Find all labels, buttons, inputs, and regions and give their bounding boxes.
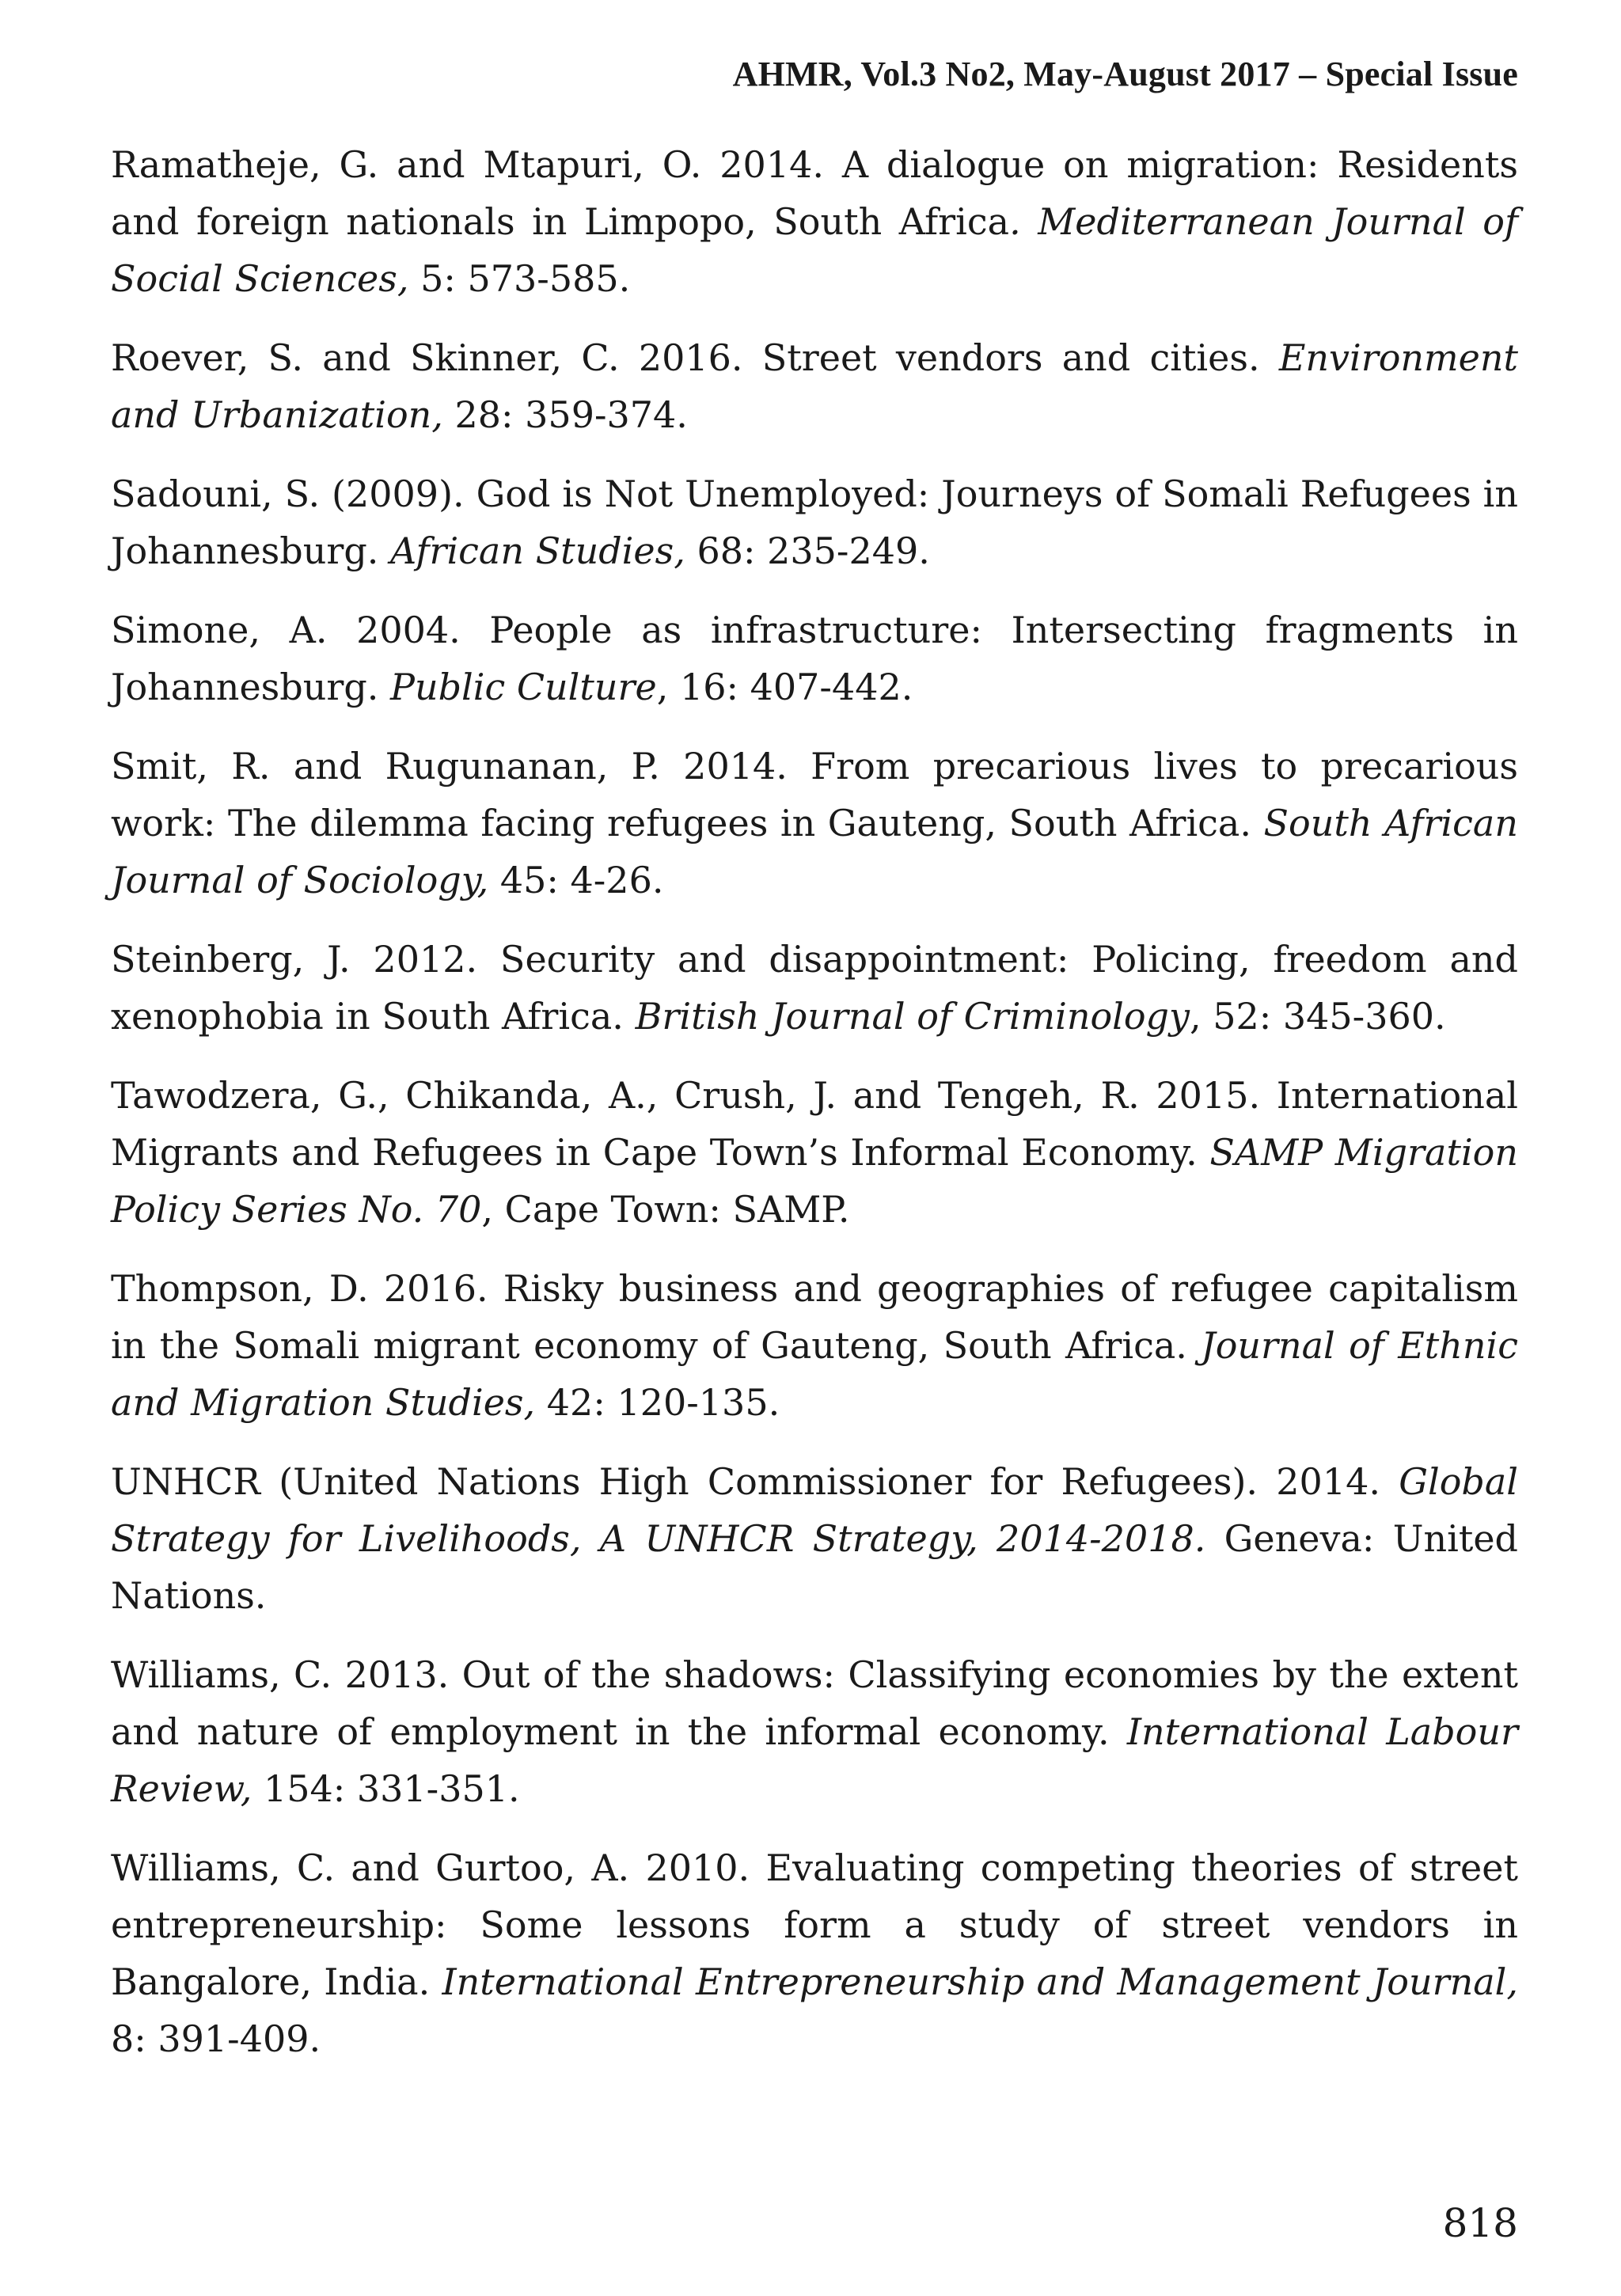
reference-entry: [111, 465, 1518, 579]
reference-journal: Global Strategy for Livelihoods, A UNHCR Strategy, 2014-2018.: [111, 1460, 1518, 1560]
reference-journal: International Labour Review,: [111, 1710, 1518, 1810]
reference-list: [111, 136, 1518, 2089]
reference-entry: [111, 738, 1518, 909]
reference-journal: Journal of Ethnic and Migration Studies,: [111, 1324, 1518, 1424]
reference-citation: 28: 359-374.: [442, 393, 688, 436]
reference-text: Simone, A. 2004. People as infrastructure: Intersecting fragments in Johannesburg.: [111, 609, 1518, 708]
reference-journal: International Entrepreneurship and Management Journal,: [442, 1960, 1518, 2003]
reference-citation: 45: 4-26.: [488, 859, 664, 901]
reference-entry: [111, 1453, 1518, 1624]
reference-citation: , 16: 407-442.: [656, 666, 913, 708]
reference-text: Ramatheje, G. and Mtapuri, O. 2014. A dialogue on migration: Residents and foreign nationals in Limpopo, South Africa: [111, 143, 1518, 243]
reference-text: Williams, C. 2013. Out of the shadows: Classifying economies by the extent and nature of employment in the informal economy.: [111, 1653, 1518, 1753]
reference-entry: [111, 931, 1518, 1045]
reference-entry: [111, 1260, 1518, 1431]
reference-entry: [111, 1646, 1518, 1817]
reference-entry: [111, 1067, 1518, 1238]
reference-citation: 42: 120-135.: [535, 1381, 780, 1424]
reference-citation: 5: 573-585.: [408, 257, 631, 300]
reference-text: Smit, R. and Rugunanan, P. 2014. From precarious lives to precarious work: The dilemma facing refugees in Gauteng, South Africa.: [111, 745, 1518, 844]
reference-citation: 68: 235-249.: [685, 529, 930, 572]
running-header: AHMR, Vol.3 No2, May-August 2017 – Special Issue: [732, 55, 1518, 93]
reference-entry: [111, 1839, 1518, 2067]
reference-journal: Environment and Urbanization,: [111, 336, 1518, 436]
reference-entry: [111, 602, 1518, 715]
reference-journal: South African Journal of Sociology,: [111, 802, 1518, 901]
reference-citation: 8: 391-409.: [111, 2017, 321, 2060]
reference-citation: Geneva: United Nations.: [111, 1517, 1519, 1617]
reference-journal: British Journal of Criminology: [635, 995, 1190, 1038]
reference-journal: African Studies,: [390, 529, 685, 572]
reference-text: Tawodzera, G., Chikanda, A., Crush, J. and Tengeh, R. 2015. International Migrants and Refugees in Cape Town’s Informal Economy.: [111, 1074, 1518, 1174]
reference-text: Steinberg, J. 2012. Security and disappointment: Policing, freedom and xenophobia in South Africa.: [111, 938, 1518, 1038]
page-number: 818: [1442, 2200, 1518, 2246]
reference-citation: , 52: 345-360.: [1189, 995, 1446, 1038]
reference-entry: [111, 329, 1518, 443]
reference-citation: , Cape Town: SAMP.: [481, 1188, 850, 1231]
reference-text: Roever, S. and Skinner, C. 2016. Street vendors and cities.: [111, 336, 1279, 379]
reference-text: Thompson, D. 2016. Risky business and geographies of refugee capitalism in the Somali migrant economy of Gauteng, South Africa.: [111, 1267, 1518, 1367]
reference-text: Sadouni, S. (2009). God is Not Unemployed: Journeys of Somali Refugees in Johannesburg.: [111, 472, 1518, 572]
reference-text: UNHCR (United Nations High Commissioner for Refugees). 2014.: [111, 1460, 1399, 1503]
reference-entry: [111, 136, 1518, 307]
reference-citation: 154: 331-351.: [252, 1767, 520, 1810]
reference-journal: Public Culture: [390, 666, 657, 708]
reference-text: Williams, C. and Gurtoo, A. 2010. Evaluating competing theories of street entrepreneurship: Some lessons form a study of street vendors in Bangalore, India.: [111, 1846, 1518, 2003]
reference-journal: . Mediterranean Journal of Social Sciences,: [111, 200, 1518, 300]
reference-journal: SAMP Migration Policy Series No. 70: [111, 1131, 1518, 1231]
